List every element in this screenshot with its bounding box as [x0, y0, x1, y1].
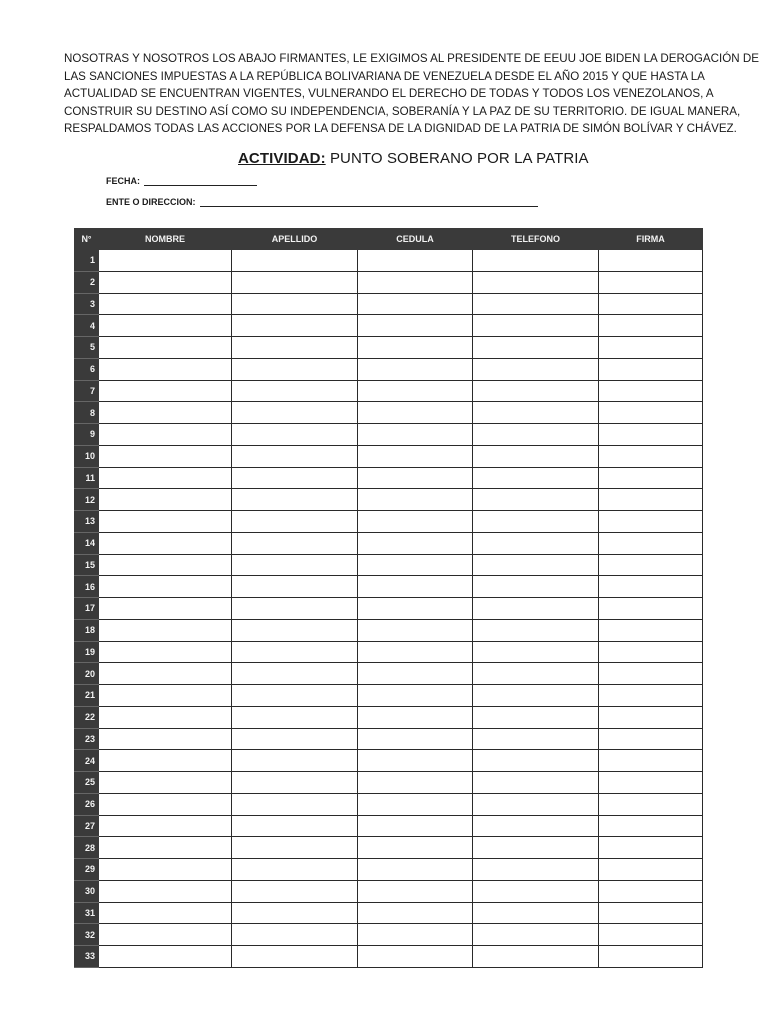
cedula-cell[interactable]	[358, 424, 473, 446]
row-number: 30	[75, 880, 99, 902]
date-label: FECHA:	[106, 176, 140, 186]
table-row	[75, 271, 703, 293]
table-row	[75, 728, 703, 750]
firma-cell[interactable]	[599, 880, 703, 902]
row-number: 7	[75, 380, 99, 402]
row-number: 19	[75, 641, 99, 663]
telefono-cell[interactable]	[473, 793, 599, 815]
apellido-cell[interactable]	[232, 445, 358, 467]
telefono-cell[interactable]	[473, 924, 599, 946]
entity-field	[106, 196, 538, 207]
firma-cell[interactable]	[599, 337, 703, 359]
cedula-cell[interactable]	[358, 685, 473, 707]
firma-cell[interactable]	[599, 380, 703, 402]
cedula-cell[interactable]	[358, 641, 473, 663]
nombre-cell[interactable]	[99, 424, 232, 446]
apellido-cell[interactable]	[232, 837, 358, 859]
table-row	[75, 598, 703, 620]
cedula-cell[interactable]	[358, 250, 473, 272]
cedula-cell[interactable]	[358, 946, 473, 968]
table-row	[75, 380, 703, 402]
firma-cell[interactable]	[599, 511, 703, 533]
apellido-cell[interactable]	[232, 511, 358, 533]
table-row	[75, 772, 703, 794]
apellido-cell[interactable]	[232, 532, 358, 554]
table-row	[75, 750, 703, 772]
table-row	[75, 641, 703, 663]
firma-cell[interactable]	[599, 837, 703, 859]
nombre-cell[interactable]	[99, 250, 232, 272]
header-telefono: TELEFONO	[473, 229, 599, 250]
telefono-cell[interactable]	[473, 815, 599, 837]
telefono-cell[interactable]	[473, 598, 599, 620]
firma-cell[interactable]	[599, 467, 703, 489]
cedula-cell[interactable]	[358, 445, 473, 467]
row-number: 16	[75, 576, 99, 598]
table-row	[75, 880, 703, 902]
apellido-cell[interactable]	[232, 489, 358, 511]
nombre-cell[interactable]	[99, 641, 232, 663]
table-header-row	[75, 229, 703, 250]
row-number: 8	[75, 402, 99, 424]
row-number: 1	[75, 250, 99, 272]
nombre-cell[interactable]	[99, 793, 232, 815]
row-number: 20	[75, 663, 99, 685]
header-firma: FIRMA	[599, 229, 703, 250]
row-number: 2	[75, 271, 99, 293]
firma-cell[interactable]	[599, 706, 703, 728]
nombre-cell[interactable]	[99, 358, 232, 380]
row-number: 21	[75, 685, 99, 707]
table-row	[75, 337, 703, 359]
row-number: 15	[75, 554, 99, 576]
header-apellido: APELLIDO	[232, 229, 358, 250]
firma-cell[interactable]	[599, 815, 703, 837]
telefono-cell[interactable]	[473, 380, 599, 402]
nombre-cell[interactable]	[99, 685, 232, 707]
cedula-cell[interactable]	[358, 315, 473, 337]
apellido-cell[interactable]	[232, 902, 358, 924]
nombre-cell[interactable]	[99, 598, 232, 620]
apellido-cell[interactable]	[232, 467, 358, 489]
table-row	[75, 793, 703, 815]
nombre-cell[interactable]	[99, 859, 232, 881]
telefono-cell[interactable]	[473, 358, 599, 380]
apellido-cell[interactable]	[232, 793, 358, 815]
row-number: 17	[75, 598, 99, 620]
table-row	[75, 706, 703, 728]
firma-cell[interactable]	[599, 250, 703, 272]
row-number: 22	[75, 706, 99, 728]
header-nombre: NOMBRE	[99, 229, 232, 250]
row-number: 6	[75, 358, 99, 380]
nombre-cell[interactable]	[99, 467, 232, 489]
cedula-cell[interactable]	[358, 902, 473, 924]
telefono-cell[interactable]	[473, 271, 599, 293]
row-number: 9	[75, 424, 99, 446]
table-row	[75, 859, 703, 881]
telefono-cell[interactable]	[473, 946, 599, 968]
firma-cell[interactable]	[599, 685, 703, 707]
firma-cell[interactable]	[599, 902, 703, 924]
apellido-cell[interactable]	[232, 250, 358, 272]
row-number: 26	[75, 793, 99, 815]
row-number: 11	[75, 467, 99, 489]
table-row	[75, 532, 703, 554]
statement-line: LAS SANCIONES IMPUESTAS A LA REPÚBLICA BOLIVARIANA DE VENEZUELA DESDE EL AÑO 2015 Y QUE HASTA LA	[64, 69, 705, 83]
firma-cell[interactable]	[599, 946, 703, 968]
table-row	[75, 424, 703, 446]
telefono-cell[interactable]	[473, 532, 599, 554]
apellido-cell[interactable]	[232, 750, 358, 772]
row-number: 12	[75, 489, 99, 511]
firma-cell[interactable]	[599, 772, 703, 794]
telefono-cell[interactable]	[473, 663, 599, 685]
telefono-cell[interactable]	[473, 837, 599, 859]
telefono-cell[interactable]	[473, 467, 599, 489]
table-row	[75, 358, 703, 380]
cedula-cell[interactable]	[358, 271, 473, 293]
nombre-cell[interactable]	[99, 402, 232, 424]
signature-table	[74, 228, 703, 968]
firma-cell[interactable]	[599, 924, 703, 946]
cedula-cell[interactable]	[358, 859, 473, 881]
nombre-cell[interactable]	[99, 880, 232, 902]
nombre-cell[interactable]	[99, 750, 232, 772]
table-row	[75, 445, 703, 467]
firma-cell[interactable]	[599, 663, 703, 685]
firma-cell[interactable]	[599, 402, 703, 424]
firma-cell[interactable]	[599, 293, 703, 315]
nombre-cell[interactable]	[99, 663, 232, 685]
row-number: 27	[75, 815, 99, 837]
table-row	[75, 315, 703, 337]
nombre-cell[interactable]	[99, 619, 232, 641]
firma-cell[interactable]	[599, 859, 703, 881]
firma-cell[interactable]	[599, 576, 703, 598]
nombre-cell[interactable]	[99, 489, 232, 511]
table-row	[75, 250, 703, 272]
table-row	[75, 837, 703, 859]
cedula-cell[interactable]	[358, 489, 473, 511]
telefono-cell[interactable]	[473, 728, 599, 750]
firma-cell[interactable]	[599, 445, 703, 467]
row-number: 29	[75, 859, 99, 881]
date-blank-line[interactable]	[144, 175, 257, 186]
apellido-cell[interactable]	[232, 293, 358, 315]
activity-title	[238, 150, 589, 167]
cedula-cell[interactable]	[358, 598, 473, 620]
cedula-cell[interactable]	[358, 576, 473, 598]
firma-cell[interactable]	[599, 315, 703, 337]
row-number: 23	[75, 728, 99, 750]
apellido-cell[interactable]	[232, 728, 358, 750]
cedula-cell[interactable]	[358, 815, 473, 837]
firma-cell[interactable]	[599, 554, 703, 576]
cedula-cell[interactable]	[358, 728, 473, 750]
table-row	[75, 685, 703, 707]
telefono-cell[interactable]	[473, 489, 599, 511]
apellido-cell[interactable]	[232, 880, 358, 902]
telefono-cell[interactable]	[473, 772, 599, 794]
table-row	[75, 402, 703, 424]
telefono-cell[interactable]	[473, 293, 599, 315]
cedula-cell[interactable]	[358, 619, 473, 641]
firma-cell[interactable]	[599, 793, 703, 815]
apellido-cell[interactable]	[232, 772, 358, 794]
date-field	[106, 175, 257, 186]
apellido-cell[interactable]	[232, 315, 358, 337]
row-number: 5	[75, 337, 99, 359]
apellido-cell[interactable]	[232, 576, 358, 598]
nombre-cell[interactable]	[99, 946, 232, 968]
entity-blank-line[interactable]	[200, 196, 538, 207]
apellido-cell[interactable]	[232, 424, 358, 446]
row-number: 18	[75, 619, 99, 641]
telefono-cell[interactable]	[473, 424, 599, 446]
cedula-cell[interactable]	[358, 554, 473, 576]
cedula-cell[interactable]	[358, 837, 473, 859]
row-number: 24	[75, 750, 99, 772]
row-number: 32	[75, 924, 99, 946]
statement-line: NOSOTRAS Y NOSOTROS LOS ABAJO FIRMANTES, LE EXIGIMOS AL PRESIDENTE DE EEUU JOE BIDEN LA DEROGACIÓN DE	[64, 52, 759, 65]
table-row	[75, 924, 703, 946]
firma-cell[interactable]	[599, 271, 703, 293]
cedula-cell[interactable]	[358, 402, 473, 424]
nombre-cell[interactable]	[99, 554, 232, 576]
apellido-cell[interactable]	[232, 859, 358, 881]
cedula-cell[interactable]	[358, 511, 473, 533]
table-row	[75, 815, 703, 837]
row-number: 4	[75, 315, 99, 337]
nombre-cell[interactable]	[99, 337, 232, 359]
nombre-cell[interactable]	[99, 815, 232, 837]
nombre-cell[interactable]	[99, 902, 232, 924]
telefono-cell[interactable]	[473, 337, 599, 359]
petition-statement	[64, 50, 759, 138]
firma-cell[interactable]	[599, 424, 703, 446]
telefono-cell[interactable]	[473, 685, 599, 707]
row-number: 14	[75, 532, 99, 554]
cedula-cell[interactable]	[358, 772, 473, 794]
apellido-cell[interactable]	[232, 685, 358, 707]
cedula-cell[interactable]	[358, 924, 473, 946]
statement-line: CONSTRUIR SU DESTINO ASÍ COMO SU INDEPENDENCIA, SOBERANÍA Y LA PAZ DE SU TERRITORIO. DE IGUAL MANERA,	[64, 104, 741, 118]
apellido-cell[interactable]	[232, 598, 358, 620]
telefono-cell[interactable]	[473, 315, 599, 337]
cedula-cell[interactable]	[358, 380, 473, 402]
firma-cell[interactable]	[599, 598, 703, 620]
cedula-cell[interactable]	[358, 358, 473, 380]
telefono-cell[interactable]	[473, 902, 599, 924]
statement-line: RESPALDAMOS TODAS LAS ACCIONES POR LA DEFENSA DE LA DIGNIDAD DE LA PATRIA DE SIMÓN BOLÍVAR Y CHÁVEZ.	[64, 122, 737, 135]
cedula-cell[interactable]	[358, 706, 473, 728]
row-number: 3	[75, 293, 99, 315]
table-row	[75, 489, 703, 511]
telefono-cell[interactable]	[473, 554, 599, 576]
table-row	[75, 467, 703, 489]
apellido-cell[interactable]	[232, 402, 358, 424]
telefono-cell[interactable]	[473, 880, 599, 902]
cedula-cell[interactable]	[358, 467, 473, 489]
table-row	[75, 946, 703, 968]
firma-cell[interactable]	[599, 489, 703, 511]
header-number: N°	[75, 229, 99, 250]
entity-label: ENTE O DIRECCION:	[106, 197, 196, 207]
table-row	[75, 902, 703, 924]
activity-label: ACTIVIDAD:	[238, 150, 326, 167]
telefono-cell[interactable]	[473, 750, 599, 772]
apellido-cell[interactable]	[232, 924, 358, 946]
header-cedula: CEDULA	[358, 229, 473, 250]
statement-line: ACTUALIDAD SE ENCUENTRAN VIGENTES, VULNERANDO EL DERECHO DE TODAS Y TODOS LOS VENEZOLANOS, A	[64, 87, 714, 100]
apellido-cell[interactable]	[232, 554, 358, 576]
apellido-cell[interactable]	[232, 337, 358, 359]
apellido-cell[interactable]	[232, 358, 358, 380]
cedula-cell[interactable]	[358, 663, 473, 685]
cedula-cell[interactable]	[358, 293, 473, 315]
nombre-cell[interactable]	[99, 271, 232, 293]
nombre-cell[interactable]	[99, 532, 232, 554]
apellido-cell[interactable]	[232, 380, 358, 402]
table-row	[75, 576, 703, 598]
telefono-cell[interactable]	[473, 445, 599, 467]
firma-cell[interactable]	[599, 532, 703, 554]
telefono-cell[interactable]	[473, 619, 599, 641]
cedula-cell[interactable]	[358, 750, 473, 772]
firma-cell[interactable]	[599, 358, 703, 380]
cedula-cell[interactable]	[358, 337, 473, 359]
cedula-cell[interactable]	[358, 793, 473, 815]
table-row	[75, 511, 703, 533]
apellido-cell[interactable]	[232, 946, 358, 968]
apellido-cell[interactable]	[232, 706, 358, 728]
nombre-cell[interactable]	[99, 924, 232, 946]
telefono-cell[interactable]	[473, 576, 599, 598]
row-number: 28	[75, 837, 99, 859]
telefono-cell[interactable]	[473, 250, 599, 272]
nombre-cell[interactable]	[99, 445, 232, 467]
table-row	[75, 619, 703, 641]
firma-cell[interactable]	[599, 641, 703, 663]
telefono-cell[interactable]	[473, 706, 599, 728]
row-number: 10	[75, 445, 99, 467]
telefono-cell[interactable]	[473, 641, 599, 663]
row-number: 31	[75, 902, 99, 924]
nombre-cell[interactable]	[99, 728, 232, 750]
nombre-cell[interactable]	[99, 576, 232, 598]
row-number: 13	[75, 511, 99, 533]
nombre-cell[interactable]	[99, 511, 232, 533]
apellido-cell[interactable]	[232, 619, 358, 641]
telefono-cell[interactable]	[473, 859, 599, 881]
nombre-cell[interactable]	[99, 706, 232, 728]
firma-cell[interactable]	[599, 750, 703, 772]
cedula-cell[interactable]	[358, 532, 473, 554]
apellido-cell[interactable]	[232, 663, 358, 685]
telefono-cell[interactable]	[473, 511, 599, 533]
apellido-cell[interactable]	[232, 271, 358, 293]
firma-cell[interactable]	[599, 619, 703, 641]
nombre-cell[interactable]	[99, 837, 232, 859]
nombre-cell[interactable]	[99, 315, 232, 337]
table-row	[75, 293, 703, 315]
row-number: 25	[75, 772, 99, 794]
activity-name: PUNTO SOBERANO POR LA PATRIA	[329, 150, 589, 167]
apellido-cell[interactable]	[232, 641, 358, 663]
nombre-cell[interactable]	[99, 380, 232, 402]
table-row	[75, 663, 703, 685]
row-number: 33	[75, 946, 99, 968]
table-row	[75, 554, 703, 576]
nombre-cell[interactable]	[99, 772, 232, 794]
firma-cell[interactable]	[599, 728, 703, 750]
nombre-cell[interactable]	[99, 293, 232, 315]
cedula-cell[interactable]	[358, 880, 473, 902]
telefono-cell[interactable]	[473, 402, 599, 424]
apellido-cell[interactable]	[232, 815, 358, 837]
